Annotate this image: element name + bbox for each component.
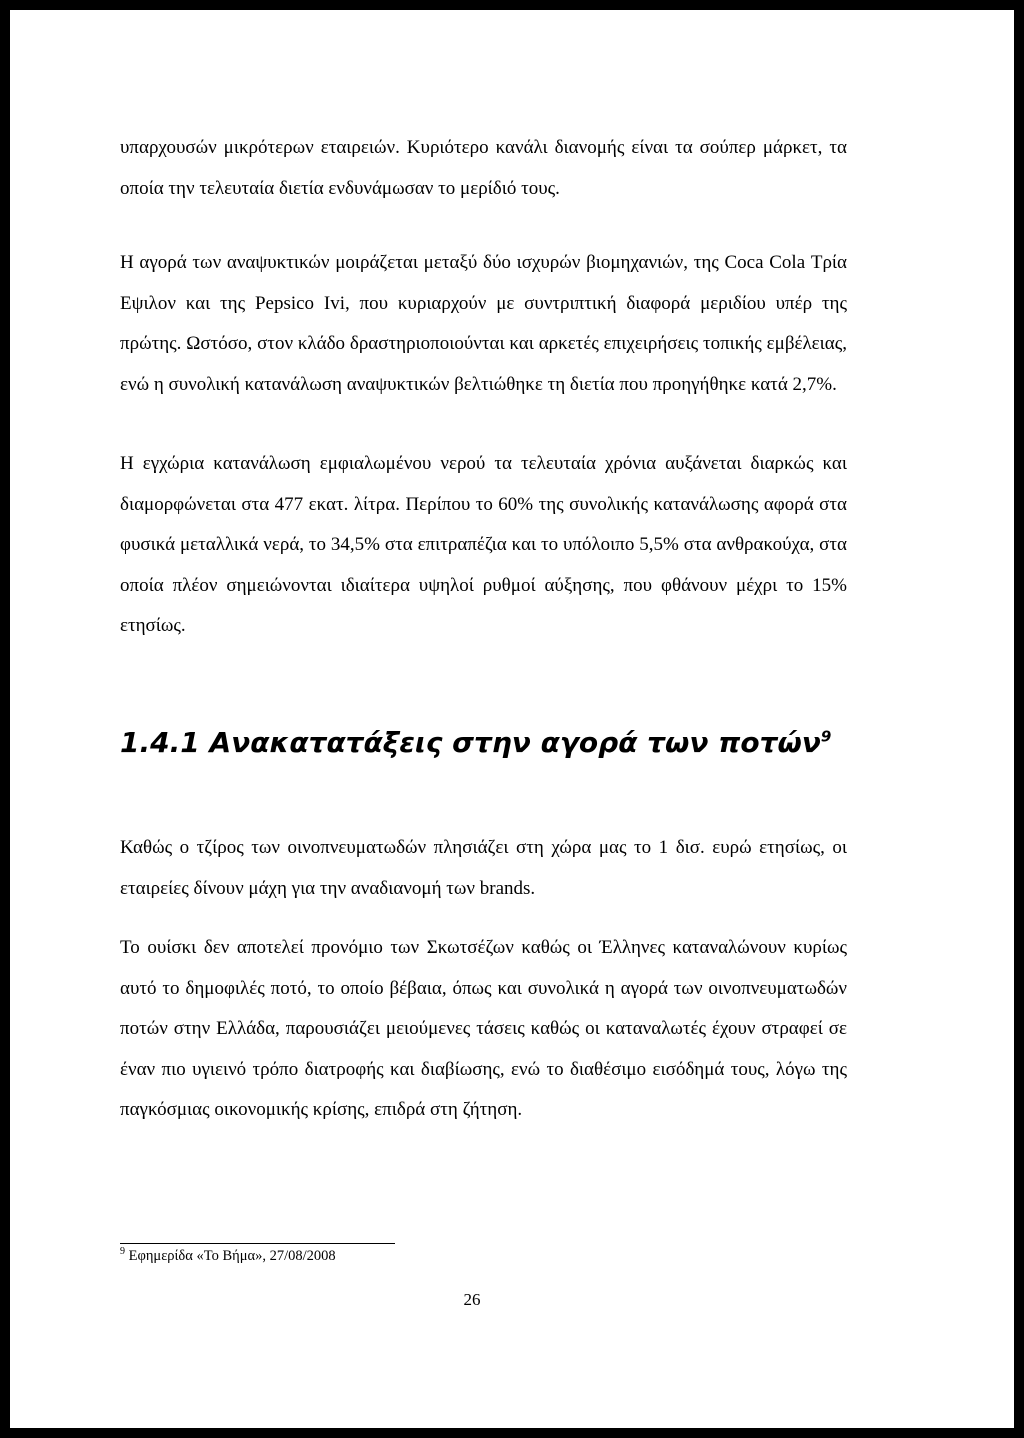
paragraph-2: Η αγορά των αναψυκτικών μοιράζεται μεταξύ δύο ισχυρών βιομηχανιών, της Coca Cola Τρία Εψιλον και της Pepsico Ivi, που κυριαρχούν με συντριπτική διαφορά μεριδίου υπέρ της πρώτης. Ωστόσο, στον κλάδο δραστηριοποιούνται και αρκετές επιχειρήσεις τοπικής εμβέλειας, ενώ η συνολική κατανάλωση αναψυκτικών βελτιώθηκε τη διετία που προηγήθηκε κατά 2,7%. xyxy=(120,252,847,395)
footnote xyxy=(120,1246,336,1265)
footnote-text: Εφημερίδα «Το Βήμα», 27/08/2008 xyxy=(128,1247,336,1264)
footnote-marker: 9 xyxy=(120,1246,125,1257)
page-number-text: 26 xyxy=(463,1290,481,1309)
paragraph-4: Καθώς ο τζίρος των οινοπνευματωδών πλησιάζει στη χώρα μας το 1 δισ. ευρώ ετησίως, οι εταιρείες δίνουν μάχη για την αναδιανομή των brands. xyxy=(120,837,847,899)
section-heading xyxy=(120,726,831,759)
paragraph-3: Η εγχώρια κατανάλωση εμφιαλωμένου νερού τα τελευταία χρόνια αυξάνεται διαρκώς και διαμορφώνεται στα 477 εκατ. λίτρα. Περίπου το 60% της συνολικής κατανάλωσης αφορά στα φυσικά μεταλλικά νερά, το 34,5% στα επιτραπέζια και το υπόλοιπο 5,5% στα ανθρακούχα, στα οποία πλέον σημειώνονται ιδιαίτερα υψηλοί ρυθμοί αύξησης, που φθάνουν μέχρι το 15% ετησίως. xyxy=(120,453,847,636)
page-number xyxy=(10,1290,1014,1310)
footnote-separator xyxy=(120,1243,395,1244)
paragraph-1: υπαρχουσών μικρότερων εταιρειών. Κυριότερο κανάλι διανομής είναι τα σούπερ μάρκετ, τα οποία την τελευταία διετία ενδυνάμωσαν το μερίδιό τους. xyxy=(120,137,847,199)
paragraph-5: Το ουίσκι δεν αποτελεί προνόμιο των Σκωτσέζων καθώς οι Έλληνες καταναλώνουν κυρίως αυτό το δημοφιλές ποτό, το οποίο βέβαια, όπως και συνολικά η αγορά των οινοπνευματωδών ποτών στην Ελλάδα, παρουσιάζει μειούμενες τάσεις καθώς οι καταναλωτές έχουν στραφεί σε έναν πιο υγιεινό τρόπο διατροφής και διαβίωσης, ενώ το διαθέσιμο εισόδημά τους, λόγω της παγκόσμιας οικονομικής κρίσης, επιδρά στη ζήτηση. xyxy=(120,937,847,1120)
document-page xyxy=(10,10,1014,1428)
section-heading-text: 1.4.1 Ανακατατάξεις στην αγορά των ποτών xyxy=(120,726,821,759)
footnote-reference: 9 xyxy=(820,727,832,746)
